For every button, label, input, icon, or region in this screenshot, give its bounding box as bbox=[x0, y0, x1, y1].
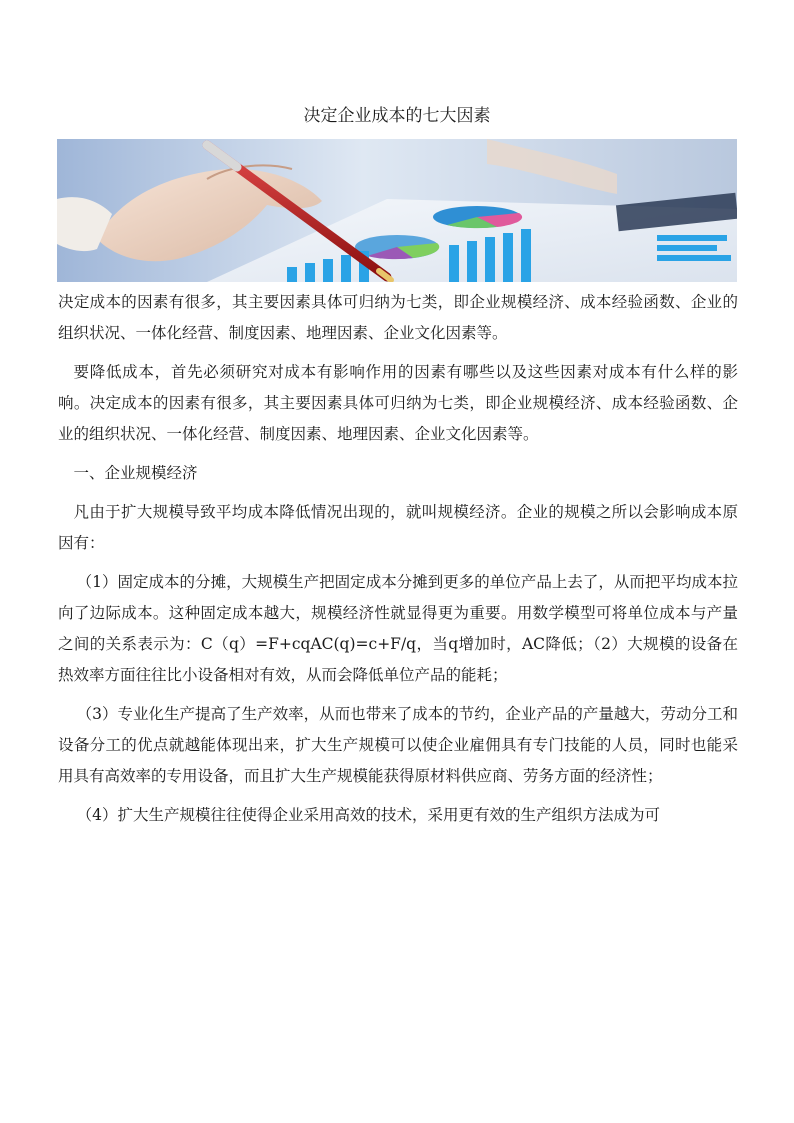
article-body bbox=[58, 287, 738, 839]
paragraph: 要降低成本，首先必须研究对成本有影响作用的因素有哪些以及这些因素对成本有什么样的影响。决定成本的因素有很多，其主要因素具体可归纳为七类，即企业规模经济、成本经验函数、企业的组织状况、一体化经营、制度因素、地理因素、企业文化因素等。 bbox=[58, 363, 738, 443]
section-heading: 一、企业规模经济 bbox=[73, 464, 198, 482]
paragraph: （1）固定成本的分摊，大规模生产把固定成本分摊到更多的单位产品上去了，从而把平均成本拉向了边际成本。这种固定成本越大，规模经济性就显得更为重要。用数学模型可将单位成本与产量之间的关系表示为：C（q）=F+cqAC(q)=c+F/q，当q增加时，AC降低；（2）大规模的设备在热效率方面往往比小设备相对有效，从而会降低单位产品的能耗； bbox=[58, 573, 738, 684]
hand-with-pen-chart-photo bbox=[57, 139, 737, 282]
paragraph: 凡由于扩大规模导致平均成本降低情况出现的，就叫规模经济。企业的规模之所以会影响成本原因有： bbox=[58, 503, 738, 552]
page-title: 决定企业成本的七大因素 bbox=[303, 106, 491, 126]
paragraph: （3）专业化生产提高了生产效率，从而也带来了成本的节约，企业产品的产量越大，劳动分工和设备分工的优点就越能体现出来，扩大生产规模可以使企业雇佣具有专门技能的人员，同时也能采用具有高效率的专用设备，而且扩大生产规模能获得原材料供应商、劳务方面的经济性； bbox=[58, 705, 738, 785]
hero-image bbox=[57, 139, 737, 282]
paragraph: 决定成本的因素有很多，其主要因素具体可归纳为七类，即企业规模经济、成本经验函数、企业的组织状况、一体化经营、制度因素、地理因素、企业文化因素等。 bbox=[58, 293, 738, 342]
paragraph: （4）扩大生产规模往往使得企业采用高效的技术，采用更有效的生产组织方法成为可 bbox=[76, 806, 660, 824]
